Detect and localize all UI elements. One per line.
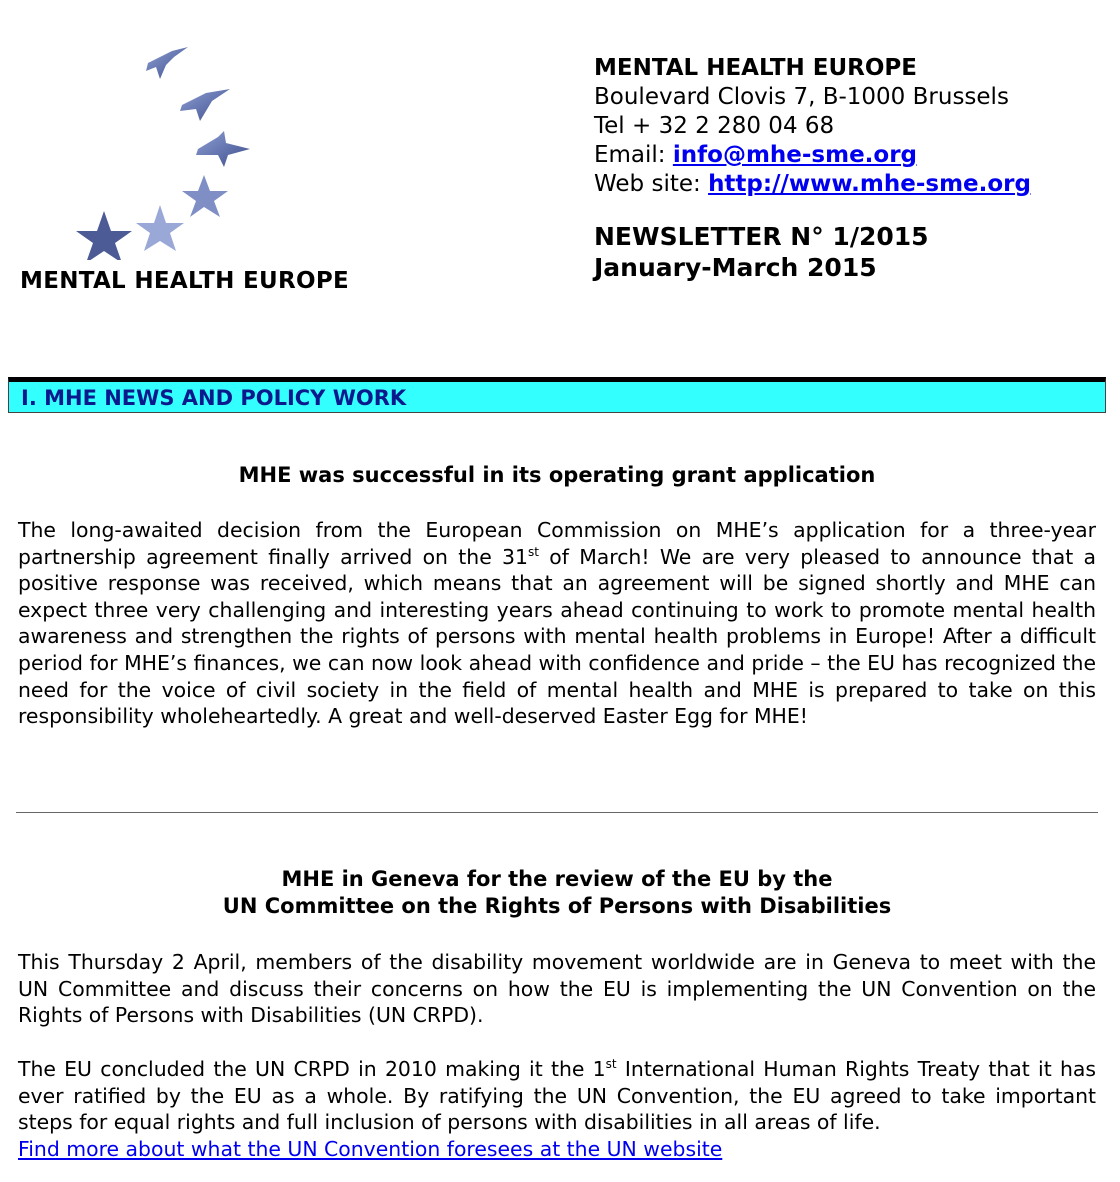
article-paragraph: This Thursday 2 April, members of the disability movement worldwide are in Geneva to meet with the UN Committee and discuss their concerns on how the EU is implementing the UN Convention on the Rights of Persons with Disabilities (UN CRPD). — [18, 950, 1096, 1028]
telephone: Tel + 32 2 280 04 68 — [594, 113, 835, 139]
org-name: MENTAL HEALTH EUROPE — [594, 55, 917, 81]
logo-caption: MENTAL HEALTH EUROPE — [20, 268, 349, 294]
bird-icon — [180, 89, 230, 121]
article-paragraph — [18, 1056, 1096, 1162]
bird-icon — [146, 47, 188, 79]
star-icon — [182, 175, 228, 217]
website-link[interactable]: http://www.mhe-sme.org — [708, 171, 1031, 197]
website-label: Web site: — [594, 171, 709, 197]
article-body — [18, 517, 1096, 730]
contact-block — [594, 54, 1031, 199]
divider — [16, 812, 1098, 813]
email-label: Email: — [594, 142, 673, 168]
address: Boulevard Clovis 7, B-1000 Brussels — [594, 84, 1009, 110]
email-line — [594, 141, 1031, 170]
mhe-logo-icon — [60, 45, 270, 260]
superscript: st — [605, 1057, 617, 1072]
star-icon — [136, 205, 184, 251]
article-title: MHE was successful in its operating grant application — [238, 463, 876, 487]
title-line: UN Committee on the Rights of Persons with Disabilities — [222, 894, 892, 918]
section-header — [8, 377, 1106, 413]
body-text: The EU concluded the UN CRPD in 2010 making it the 1 — [18, 1057, 606, 1081]
star-icon — [76, 211, 132, 260]
body-text: International Human Rights Treaty that it has ever ratified by the EU as a whole. By ratifying the UN Convention, the EU agreed to take important steps for equal rights and full inclusion of persons with disabilities in all areas of life. — [18, 1057, 1096, 1135]
un-website-link[interactable]: Find more about what the UN Convention foresees at the UN website — [18, 1136, 723, 1161]
section-title: I. MHE NEWS AND POLICY WORK — [21, 386, 407, 410]
title-line: MHE in Geneva for the review of the EU by the — [281, 867, 833, 891]
bird-icon — [196, 131, 250, 167]
newsletter-heading — [594, 221, 929, 283]
email-link[interactable]: info@mhe-sme.org — [672, 142, 918, 168]
body-text: of March! We are very pleased to announce that a positive response was received, which means that an agreement will be signed shortly and MHE can expect three very challenging and interesting years ahead continuing to work to promote mental health awareness and strengthen the rights of persons with mental health problems in Europe! After a difficult period for MHE’s finances, we can now look ahead with confidence and pride – the EU has recognized the need for the voice of civil society in the field of mental health and MHE is prepared to take on this responsibility wholeheartedly. A great and well-deserved Easter Egg for MHE! — [18, 544, 1096, 729]
newsletter-number: NEWSLETTER N° 1/2015 — [594, 222, 929, 251]
superscript: st — [527, 544, 539, 559]
website-line — [594, 170, 1031, 199]
article-title — [18, 866, 1096, 920]
newsletter-period: January-March 2015 — [594, 253, 877, 282]
body-text: The long-awaited decision from the European Commission on MHE’s application for a three-year partnership agreement finally arrived on the 31 — [18, 518, 1096, 569]
